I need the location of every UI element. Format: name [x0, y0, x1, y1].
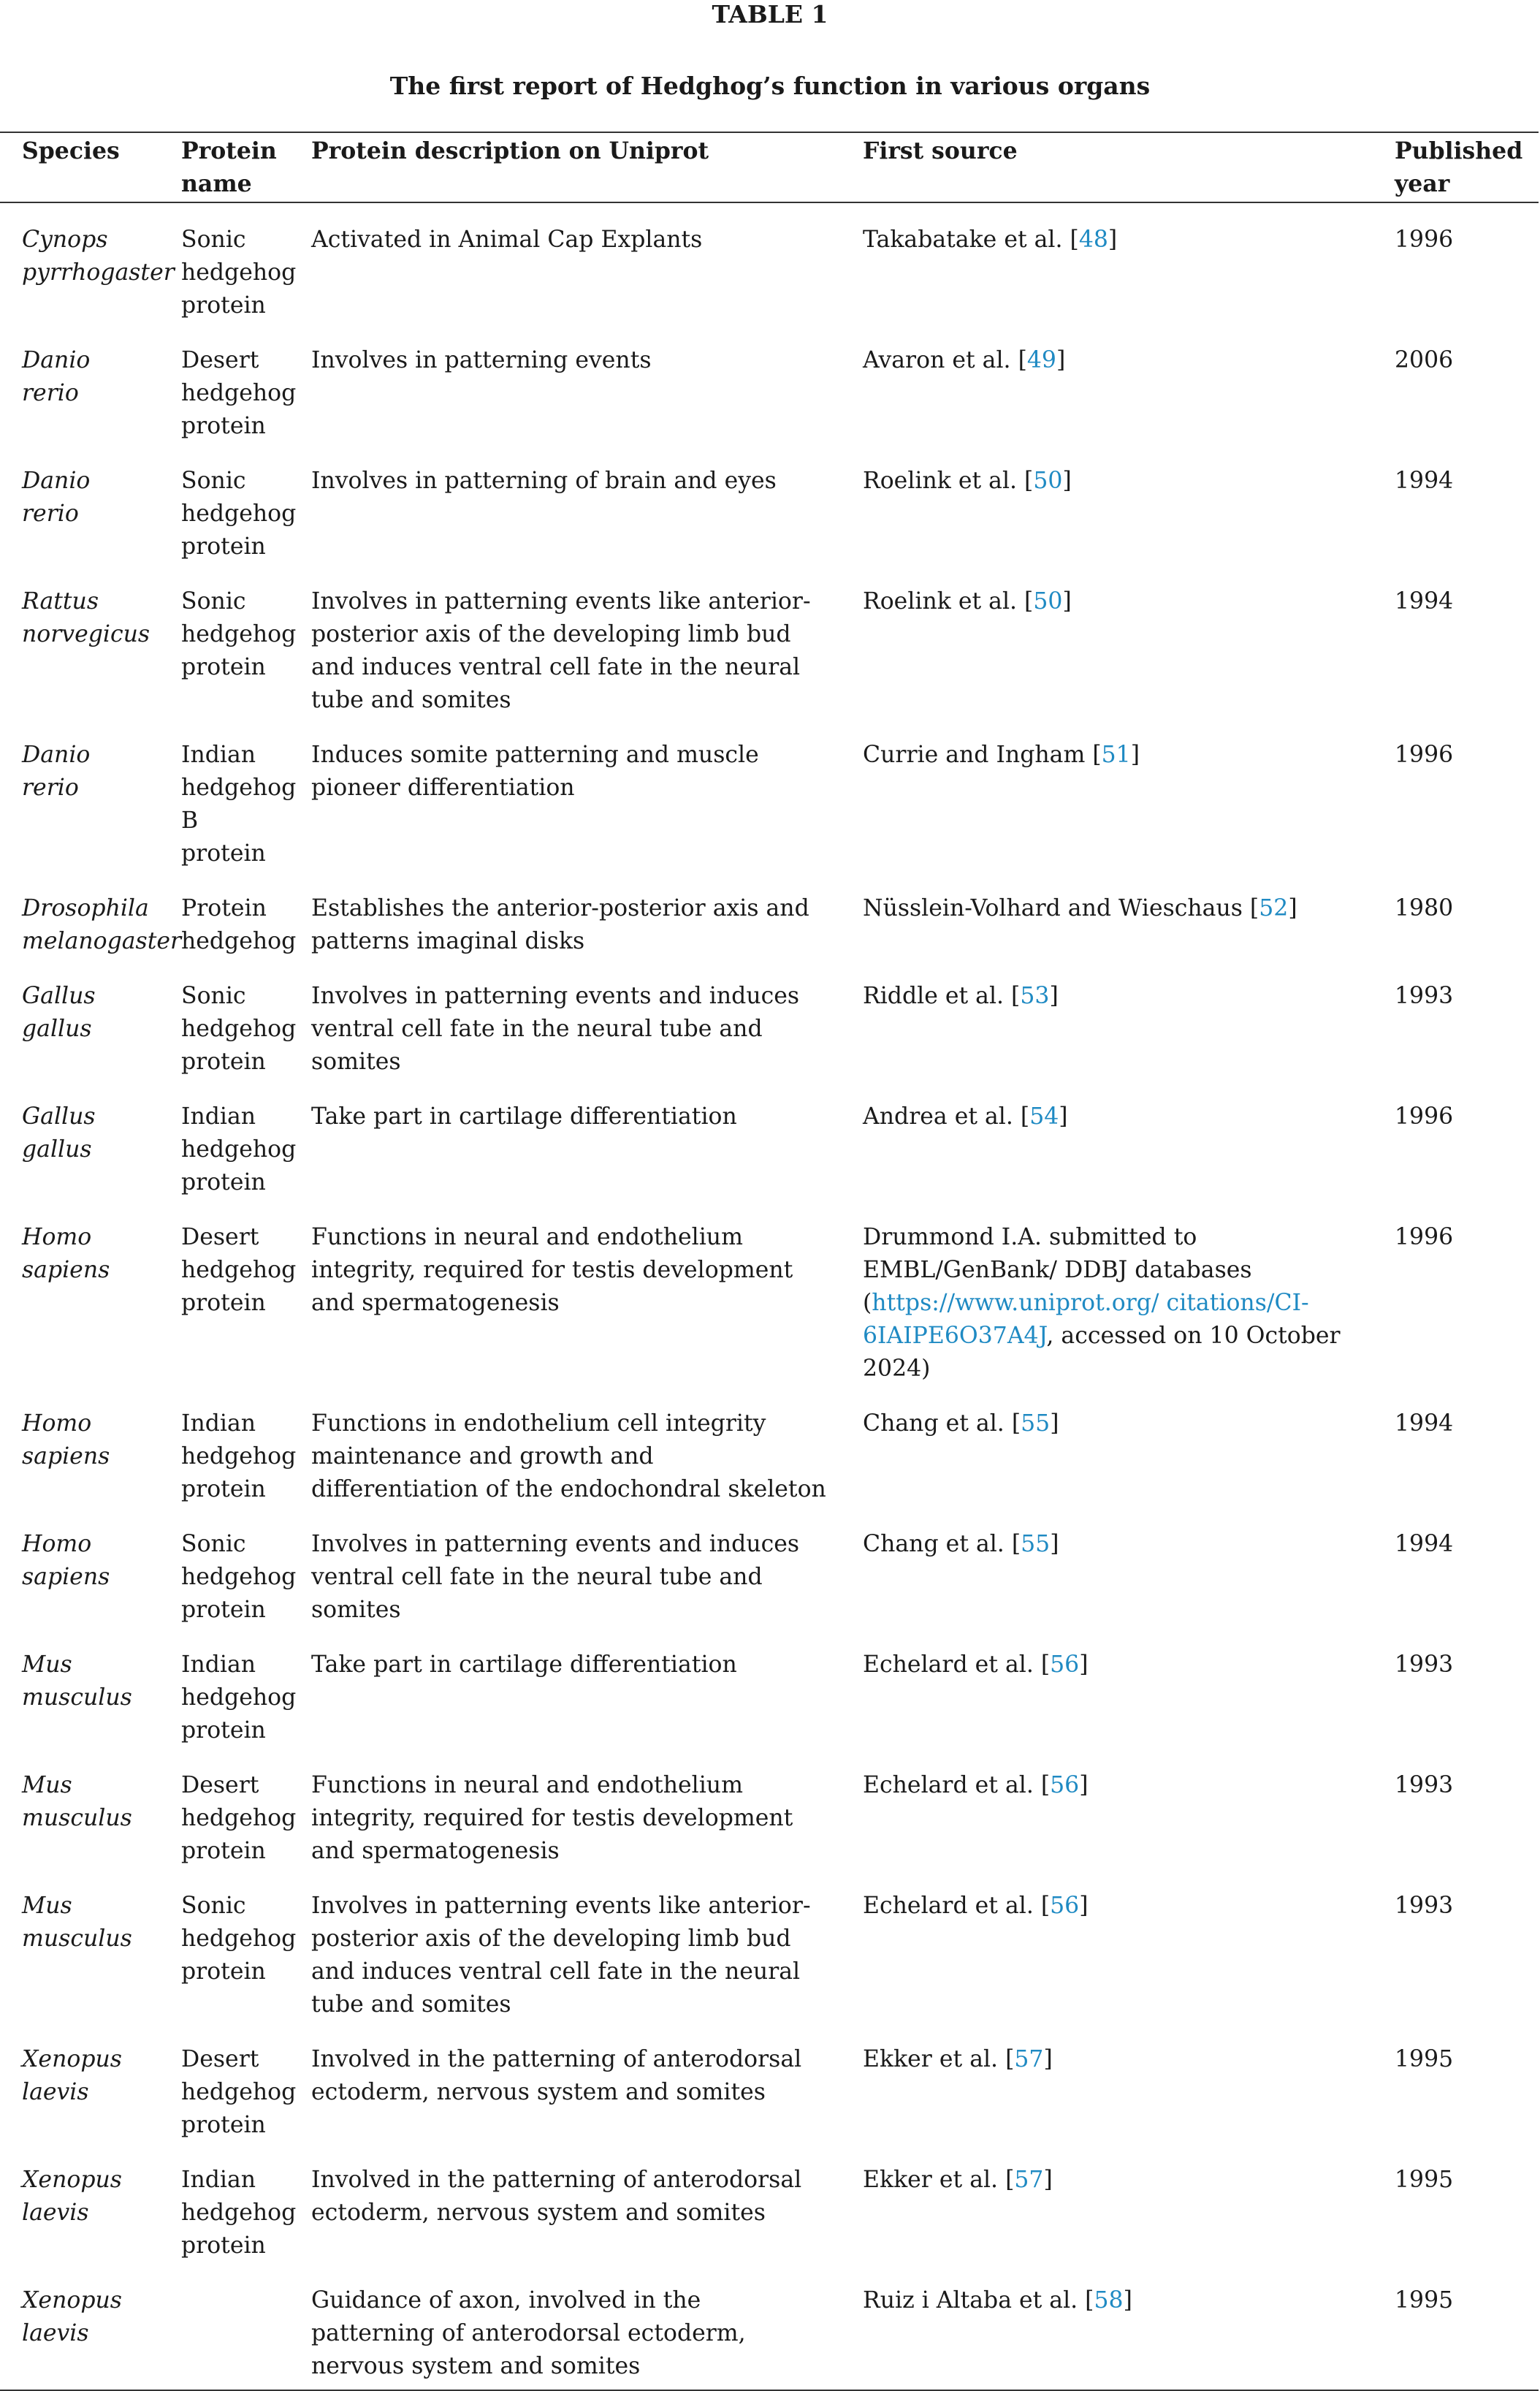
source-text: Echelard et al. [ — [863, 1772, 1051, 1798]
reference-link[interactable]: 55 — [1021, 1410, 1051, 1437]
species-cell: Mus musculus — [22, 1893, 132, 1952]
source-text-end: , accessed on 10 October 2024) — [863, 1323, 1341, 1382]
column-header-first-source: First source — [863, 137, 1018, 164]
protein-name-cell: Sonic hedgehog protein — [181, 468, 297, 560]
source-text: Currie and Ingham [ — [863, 742, 1102, 768]
table-title: The first report of Hedghog’s function in various organs — [389, 72, 1151, 100]
description-cell: Involved in the patterning of anterodorsal ectoderm, nervous system and somites — [311, 2167, 802, 2226]
description-cell: Involves in patterning events and induces ventral cell fate in the neural tube and somites — [311, 1531, 800, 1623]
reference-link[interactable]: 58 — [1094, 2287, 1124, 2314]
species-cell: Danio rerio — [22, 347, 91, 406]
first-source-cell — [841, 877, 1373, 965]
source-text: Ekker et al. [ — [863, 2167, 1015, 2193]
description-cell: Functions in endothelium cell integrity maintenance and growth and differentiation of the endochondral skeleton — [311, 1410, 826, 1502]
source-text: Drummond I.A. submitted to EMBL/GenBank/ DDBJ databases ( — [863, 1224, 1252, 1316]
published-year-cell: 1993 — [1395, 983, 1454, 1009]
protein-name-cell: Desert hedgehog protein — [181, 2046, 297, 2138]
source-text-end: ] — [1130, 742, 1140, 768]
first-source-cell — [841, 570, 1373, 723]
species-cell: Homo sapiens — [22, 1224, 110, 1283]
first-source-cell — [841, 1206, 1373, 1392]
protein-name-cell: Protein hedgehog — [181, 895, 297, 954]
source-text: Roelink et al. [ — [863, 588, 1034, 615]
source-text: Echelard et al. [ — [863, 1893, 1051, 1919]
protein-name-cell: Indian hedgehog protein — [181, 1651, 297, 1744]
first-source-cell — [841, 1513, 1373, 1633]
source-text-end: ] — [1050, 1410, 1059, 1437]
reference-link[interactable]: 52 — [1259, 895, 1289, 921]
first-source-cell — [841, 2269, 1373, 2390]
species-cell: Gallus gallus — [22, 1103, 96, 1163]
source-text: Andrea et al. [ — [863, 1103, 1030, 1130]
species-cell: Mus musculus — [22, 1651, 132, 1711]
protein-name-cell: Sonic hedgehog protein — [181, 227, 297, 319]
protein-name-cell: Desert hedgehog protein — [181, 1772, 297, 1864]
source-text-end: ] — [1079, 1772, 1089, 1798]
source-text: Takabatake et al. [ — [863, 227, 1079, 253]
species-cell: Rattus norvegicus — [22, 588, 150, 647]
source-text-end: ] — [1108, 227, 1118, 253]
source-text-end: ] — [1288, 895, 1297, 921]
table-row — [0, 1513, 1539, 1633]
published-year-cell: 1996 — [1395, 1224, 1454, 1250]
source-text: Echelard et al. [ — [863, 1651, 1051, 1678]
source-text-end: ] — [1079, 1893, 1089, 1919]
description-cell: Involves in patterning events and induces ventral cell fate in the neural tube and somites — [311, 983, 800, 1075]
species-cell: Mus musculus — [22, 1772, 132, 1831]
published-year-cell: 1994 — [1395, 1410, 1454, 1437]
species-cell: Drosophila melanogaster — [22, 895, 182, 954]
description-cell: Establishes the anterior-posterior axis and patterns imaginal disks — [311, 895, 809, 954]
source-text-end: ] — [1043, 2167, 1053, 2193]
published-year-cell: 2006 — [1395, 347, 1454, 373]
citation-link[interactable]: https://www.uniprot.org/ citations/CI-6IAIPE6O37A4J — [863, 1290, 1309, 1349]
table-body — [0, 202, 1539, 2390]
published-year-cell: 1994 — [1395, 1531, 1454, 1557]
protein-name-cell: Indian hedgehog B protein — [181, 742, 297, 867]
reference-link[interactable]: 56 — [1050, 1772, 1080, 1798]
table-row — [0, 1085, 1539, 1206]
first-source-cell — [841, 1754, 1373, 1874]
header-row — [0, 132, 1539, 202]
source-text-end: ] — [1050, 1531, 1059, 1557]
species-cell: Homo sapiens — [22, 1410, 110, 1470]
published-year-cell: 1995 — [1395, 2167, 1454, 2193]
first-source-cell — [841, 1392, 1373, 1513]
table-row — [0, 965, 1539, 1085]
protein-name-cell: Sonic hedgehog protein — [181, 1893, 297, 1985]
table-row — [0, 1874, 1539, 2028]
description-cell: Involves in patterning events like anterior-posterior axis of the developing limb bud and induces ventral cell fate in the neural tube and somites — [311, 588, 811, 713]
description-cell: Involves in patterning events like anterior-posterior axis of the developing limb bud and induces ventral cell fate in the neural tube and somites — [311, 1893, 811, 2018]
table-row — [0, 202, 1539, 329]
description-cell: Involved in the patterning of anterodorsal ectoderm, nervous system and somites — [311, 2046, 802, 2105]
source-text: Riddle et al. [ — [863, 983, 1021, 1009]
table-row — [0, 723, 1539, 877]
published-year-cell: 1996 — [1395, 227, 1454, 253]
species-cell: Cynops pyrrhogaster — [22, 227, 175, 286]
protein-name-cell: Sonic hedgehog protein — [181, 588, 297, 680]
source-text-end: ] — [1123, 2287, 1132, 2314]
table-row — [0, 2148, 1539, 2269]
species-cell: Xenopus laevis — [22, 2287, 122, 2346]
table-label: TABLE 1 — [712, 0, 828, 28]
first-source-cell — [841, 449, 1373, 570]
protein-name-cell: Indian hedgehog protein — [181, 1103, 297, 1196]
description-cell: Take part in cartilage differentiation — [311, 1103, 737, 1130]
protein-name-cell — [159, 2269, 289, 2390]
first-source-cell — [841, 965, 1373, 1085]
first-source-cell — [841, 329, 1373, 449]
first-source-cell — [841, 1874, 1373, 2028]
table-row — [0, 1206, 1539, 1392]
source-text-end: ] — [1049, 983, 1059, 1009]
protein-name-cell: Indian hedgehog protein — [181, 2167, 297, 2259]
published-year-cell: 1980 — [1395, 895, 1454, 921]
published-year-cell: 1993 — [1395, 1772, 1454, 1798]
source-text-end: ] — [1062, 468, 1072, 494]
protein-name-cell: Desert hedgehog protein — [181, 1224, 297, 1316]
published-year-cell: 1994 — [1395, 468, 1454, 494]
source-text-end: ] — [1059, 1103, 1068, 1130]
species-cell: Xenopus laevis — [22, 2167, 122, 2226]
reference-link[interactable]: 55 — [1021, 1531, 1051, 1557]
description-cell: Functions in neural and endothelium integrity, required for testis development and spermatogenesis — [311, 1224, 793, 1316]
source-text: Ekker et al. [ — [863, 2046, 1015, 2072]
table-header — [0, 132, 1539, 202]
source-text-end: ] — [1062, 588, 1072, 615]
column-header-published-year: Published year — [1395, 137, 1523, 197]
table-row — [0, 2269, 1539, 2390]
table-row — [0, 1754, 1539, 1874]
protein-name-cell: Desert hedgehog protein — [181, 347, 297, 439]
reference-link[interactable]: 56 — [1050, 1893, 1080, 1919]
description-cell: Involves in patterning of brain and eyes — [311, 468, 777, 494]
description-cell: Induces somite patterning and muscle pioneer differentiation — [311, 742, 759, 801]
description-cell: Functions in neural and endothelium integrity, required for testis development and spermatogenesis — [311, 1772, 793, 1864]
table-row — [0, 570, 1539, 723]
column-header-protein-name: Protein name — [181, 137, 277, 197]
published-year-cell: 1994 — [1395, 588, 1454, 615]
species-cell: Homo sapiens — [22, 1531, 110, 1590]
first-source-cell — [841, 2148, 1373, 2269]
first-source-cell — [841, 723, 1373, 877]
published-year-cell: 1995 — [1395, 2287, 1454, 2314]
source-text: Chang et al. [ — [863, 1410, 1021, 1437]
reference-link[interactable]: 54 — [1029, 1103, 1059, 1130]
protein-name-cell: Sonic hedgehog protein — [181, 983, 297, 1075]
first-source-cell — [841, 1633, 1373, 1754]
description-cell: Involves in patterning events — [311, 347, 652, 373]
source-text: Roelink et al. [ — [863, 468, 1034, 494]
species-cell: Danio rerio — [22, 742, 91, 801]
source-text: Avaron et al. [ — [863, 347, 1027, 373]
table-row — [0, 877, 1539, 965]
species-cell: Xenopus laevis — [22, 2046, 122, 2105]
hedgehog-table — [0, 132, 1539, 2391]
reference-link[interactable]: 50 — [1033, 588, 1063, 615]
published-year-cell: 1995 — [1395, 2046, 1454, 2072]
source-text: Ruiz i Altaba et al. [ — [863, 2287, 1094, 2314]
reference-link[interactable]: 56 — [1050, 1651, 1080, 1678]
source-text-end: ] — [1079, 1651, 1089, 1678]
reference-link[interactable]: 53 — [1020, 983, 1050, 1009]
reference-link[interactable]: 50 — [1033, 468, 1063, 494]
column-header-species: Species — [22, 137, 120, 164]
description-cell: Activated in Animal Cap Explants — [311, 227, 703, 253]
reference-link[interactable]: 57 — [1014, 2046, 1044, 2072]
table-row — [0, 2028, 1539, 2148]
reference-link[interactable]: 49 — [1026, 347, 1056, 373]
column-header-description: Protein description on Uniprot — [311, 137, 709, 164]
source-text-end: ] — [1056, 347, 1066, 373]
description-cell: Guidance of axon, involved in the patterning of anterodorsal ectoderm, nervous system and somites — [311, 2287, 746, 2379]
table-row — [0, 1633, 1539, 1754]
published-year-cell: 1993 — [1395, 1651, 1454, 1678]
table-row — [0, 329, 1539, 449]
source-text: Nüsslein-Volhard and Wieschaus [ — [863, 895, 1259, 921]
first-source-cell — [841, 202, 1373, 329]
protein-name-cell: Sonic hedgehog protein — [181, 1531, 297, 1623]
description-cell: Take part in cartilage differentiation — [311, 1651, 737, 1678]
reference-link[interactable]: 57 — [1014, 2167, 1044, 2193]
first-source-cell — [841, 2028, 1373, 2148]
source-text: Chang et al. [ — [863, 1531, 1021, 1557]
published-year-cell: 1996 — [1395, 742, 1454, 768]
published-year-cell: 1993 — [1395, 1893, 1454, 1919]
published-year-cell: 1996 — [1395, 1103, 1454, 1130]
table-row — [0, 1392, 1539, 1513]
reference-link[interactable]: 48 — [1078, 227, 1108, 253]
first-source-cell — [841, 1085, 1373, 1206]
reference-link[interactable]: 51 — [1101, 742, 1131, 768]
species-cell: Gallus gallus — [22, 983, 96, 1042]
source-text-end: ] — [1043, 2046, 1053, 2072]
protein-name-cell: Indian hedgehog protein — [181, 1410, 297, 1502]
species-cell: Danio rerio — [22, 468, 91, 527]
table-row — [0, 449, 1539, 570]
